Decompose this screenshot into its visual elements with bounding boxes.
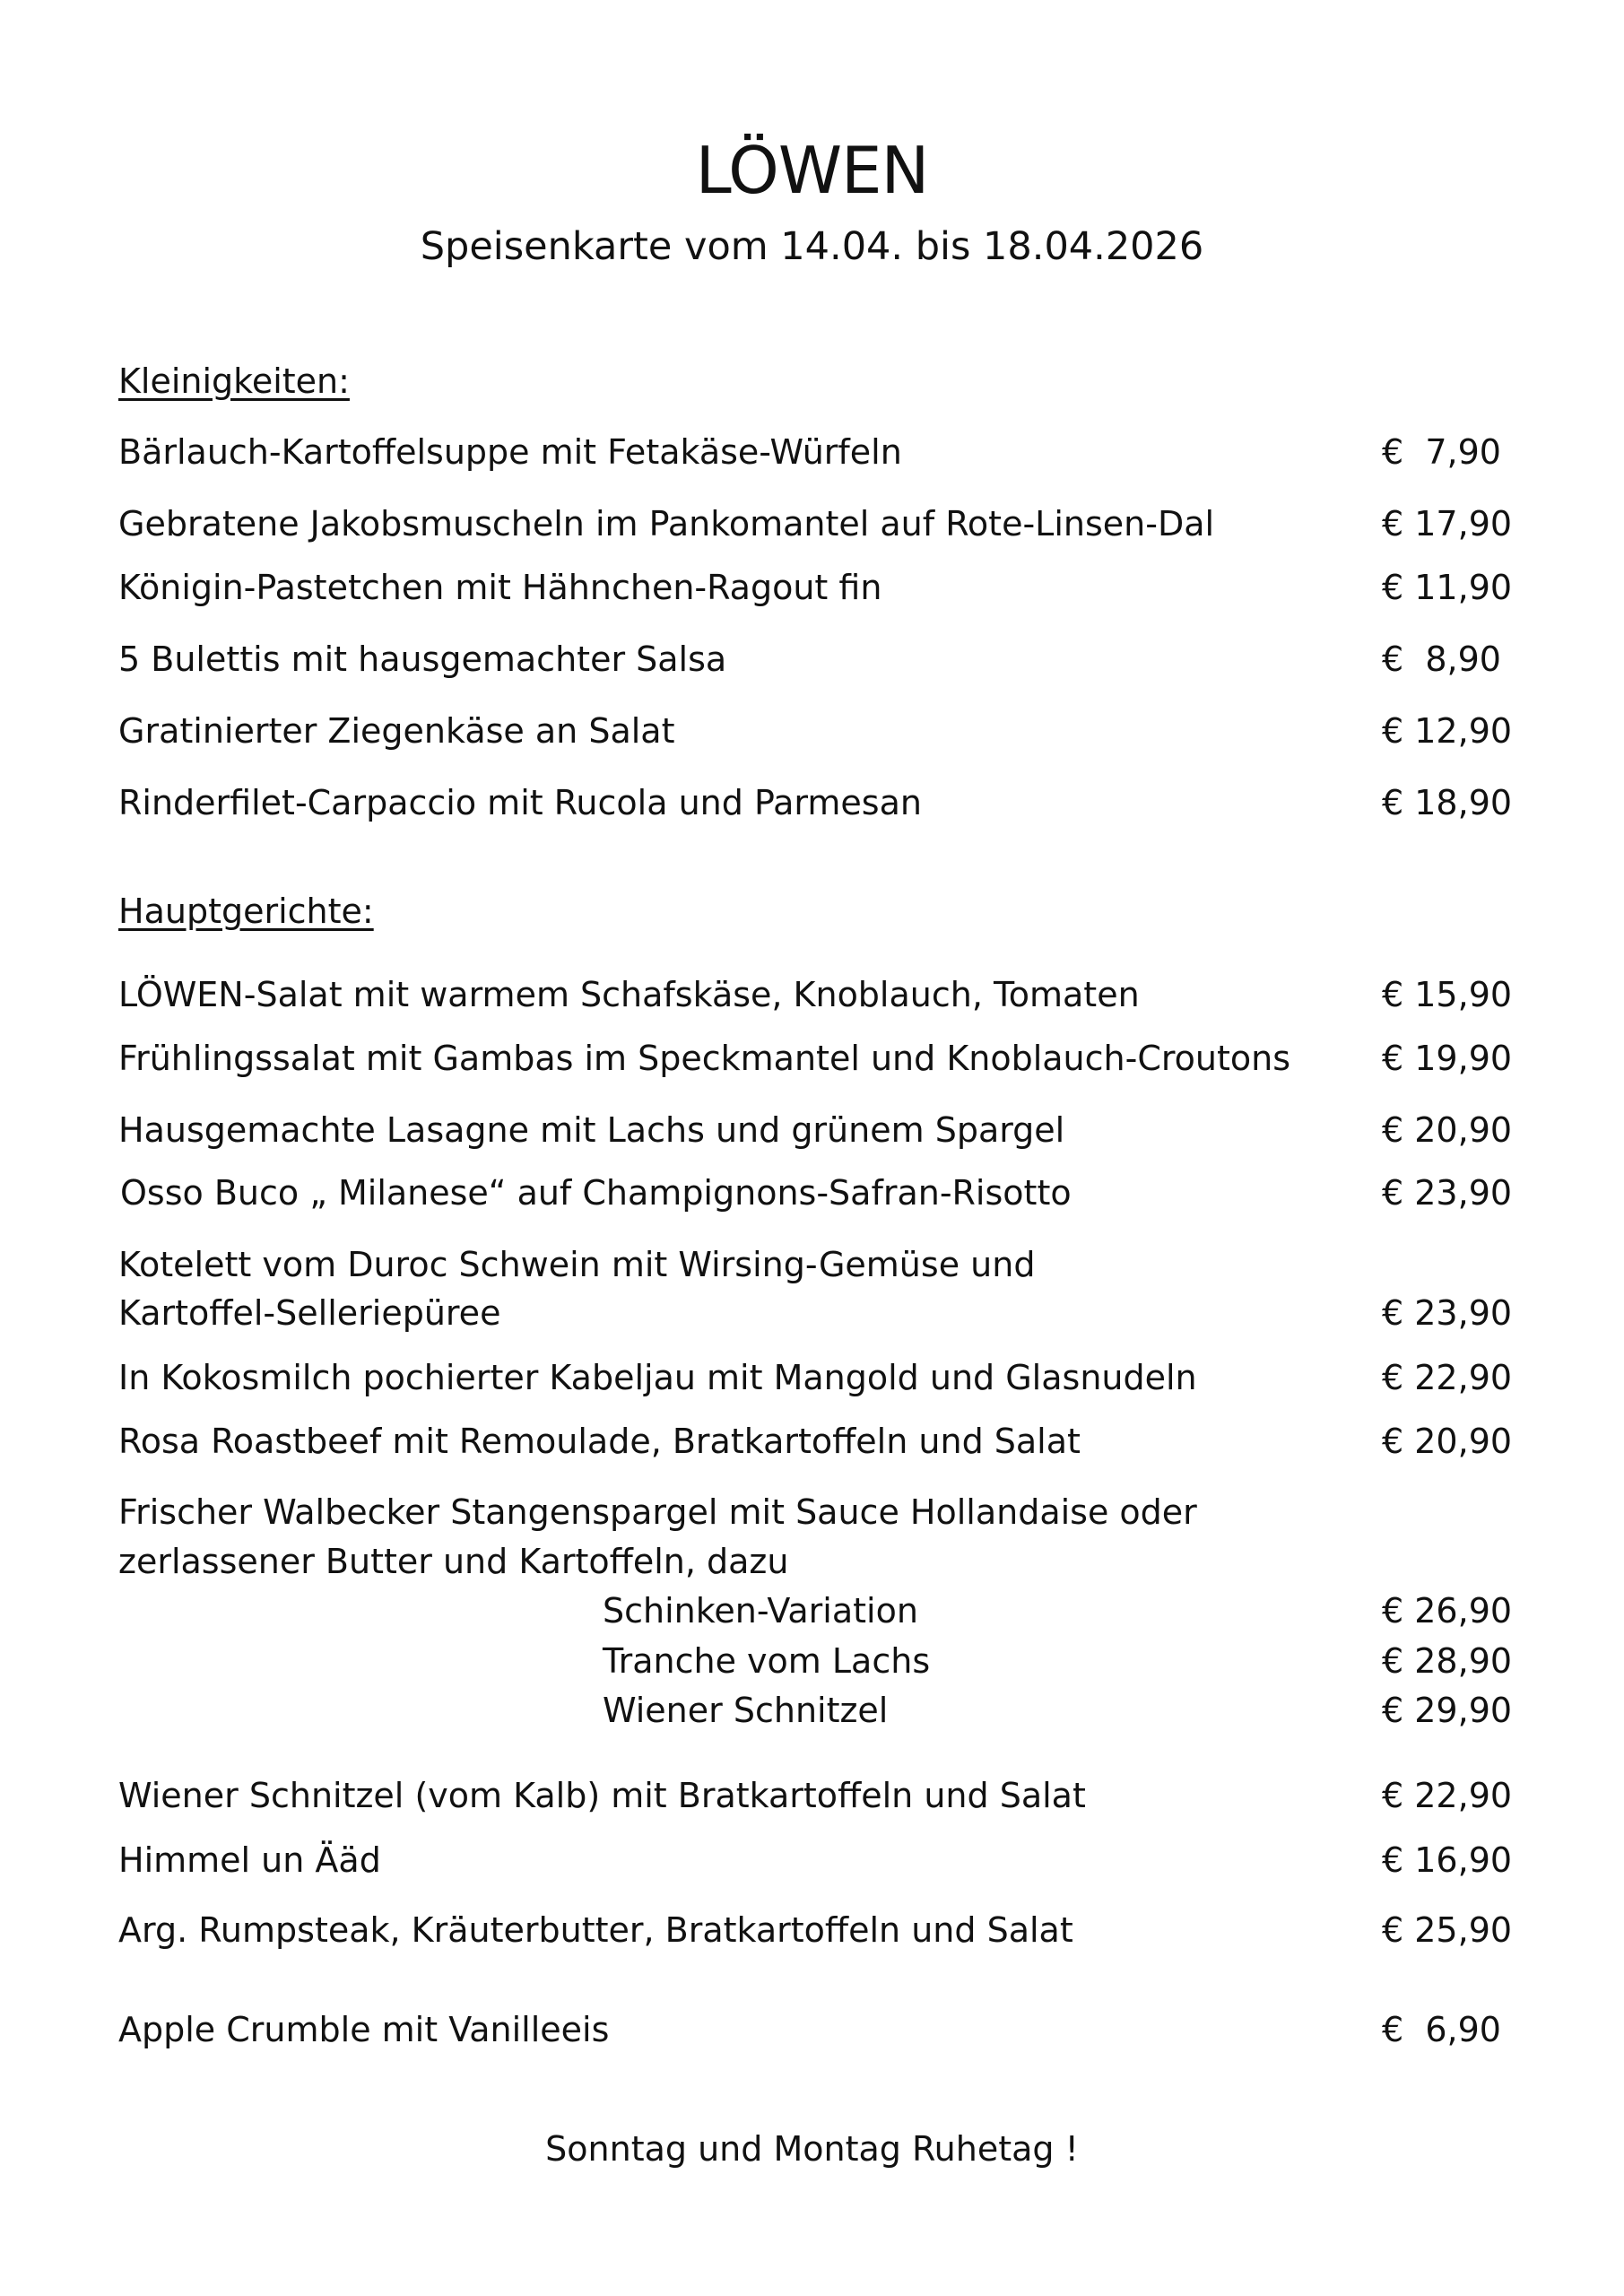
menu-item-name-line1: Frischer Walbecker Stangenspargel mit Sauce Hollandaise oder <box>118 1492 1197 1532</box>
menu-item-name: 5 Bulettis mit hausgemachter Salsa <box>118 639 727 679</box>
menu-item-name: Gebratene Jakobsmuscheln im Pankomantel auf Rote-Linsen-Dal <box>118 504 1215 544</box>
menu-item-price: € 17,90 <box>1382 504 1513 544</box>
menu-item-price: € 8,90 <box>1382 639 1501 679</box>
closing-days-notice: Sonntag und Montag Ruhetag ! <box>545 2129 1079 2169</box>
menu-item-name: Wiener Schnitzel (vom Kalb) mit Bratkartoffeln und Salat <box>118 1776 1086 1815</box>
menu-date-subtitle: Speisenkarte vom 14.04. bis 18.04.2026 <box>420 224 1204 269</box>
menu-item-name-line2: Kartoffel-Selleriepüree <box>118 1293 501 1333</box>
menu-item-name: Gratinierter Ziegenkäse an Salat <box>118 711 675 751</box>
menu-item-name: Königin-Pastetchen mit Hähnchen-Ragout fin <box>118 568 882 607</box>
menu-item-name: LÖWEN-Salat mit warmem Schafskäse, Knoblauch, Tomaten <box>118 975 1140 1014</box>
menu-item-price: € 23,90 <box>1382 1293 1513 1333</box>
menu-item-price: € 7,90 <box>1382 432 1501 472</box>
menu-item-name: Rinderfilet-Carpaccio mit Rucola und Parmesan <box>118 783 922 822</box>
menu-variant-name: Schinken-Variation <box>603 1591 918 1631</box>
menu-item-price: € 19,90 <box>1382 1039 1513 1078</box>
menu-item-name: In Kokosmilch pochierter Kabeljau mit Mangold und Glasnudeln <box>118 1358 1197 1397</box>
menu-item-price: € 18,90 <box>1382 783 1513 822</box>
menu-item-price: € 11,90 <box>1382 568 1513 607</box>
menu-variant-price: € 29,90 <box>1382 1691 1513 1730</box>
menu-item-price: € 22,90 <box>1382 1776 1513 1815</box>
menu-item-price: € 20,90 <box>1382 1110 1513 1150</box>
menu-variant-price: € 26,90 <box>1382 1591 1513 1631</box>
menu-item-price: € 20,90 <box>1382 1422 1513 1461</box>
menu-item-price: € 25,90 <box>1382 1910 1513 1950</box>
menu-item-price: € 23,90 <box>1382 1173 1513 1213</box>
dessert-item-price: € 6,90 <box>1382 2010 1501 2049</box>
menu-item-name: Rosa Roastbeef mit Remoulade, Bratkartoffeln und Salat <box>118 1422 1081 1461</box>
menu-item-name-line1: Kotelett vom Duroc Schwein mit Wirsing-Gemüse und <box>118 1245 1036 1284</box>
menu-variant-price: € 28,90 <box>1382 1641 1513 1681</box>
menu-item-name: Hausgemachte Lasagne mit Lachs und grünem Spargel <box>118 1110 1065 1150</box>
page-title: LÖWEN <box>695 133 929 208</box>
dessert-item-name: Apple Crumble mit Vanilleeis <box>118 2010 610 2049</box>
menu-variant-name: Tranche vom Lachs <box>603 1641 931 1681</box>
menu-item-name: Osso Buco „ Milanese“ auf Champignons-Safran-Risotto <box>120 1173 1072 1213</box>
section-heading-kleinigkeiten: Kleinigkeiten: <box>118 361 350 401</box>
section-heading-hauptgerichte: Hauptgerichte: <box>118 891 374 931</box>
menu-item-name: Himmel un Ääd <box>118 1840 381 1880</box>
menu-item-price: € 22,90 <box>1382 1358 1513 1397</box>
menu-item-name: Frühlingssalat mit Gambas im Speckmantel und Knoblauch-Croutons <box>118 1039 1291 1078</box>
menu-item-name-line2: zerlassener Butter und Kartoffeln, dazu <box>118 1542 789 1581</box>
menu-item-price: € 12,90 <box>1382 711 1513 751</box>
menu-item-price: € 16,90 <box>1382 1840 1513 1880</box>
menu-variant-name: Wiener Schnitzel <box>603 1691 889 1730</box>
menu-item-name: Arg. Rumpsteak, Kräuterbutter, Bratkartoffeln und Salat <box>118 1910 1073 1950</box>
menu-item-price: € 15,90 <box>1382 975 1513 1014</box>
menu-item-name: Bärlauch-Kartoffelsuppe mit Fetakäse-Würfeln <box>118 432 902 472</box>
